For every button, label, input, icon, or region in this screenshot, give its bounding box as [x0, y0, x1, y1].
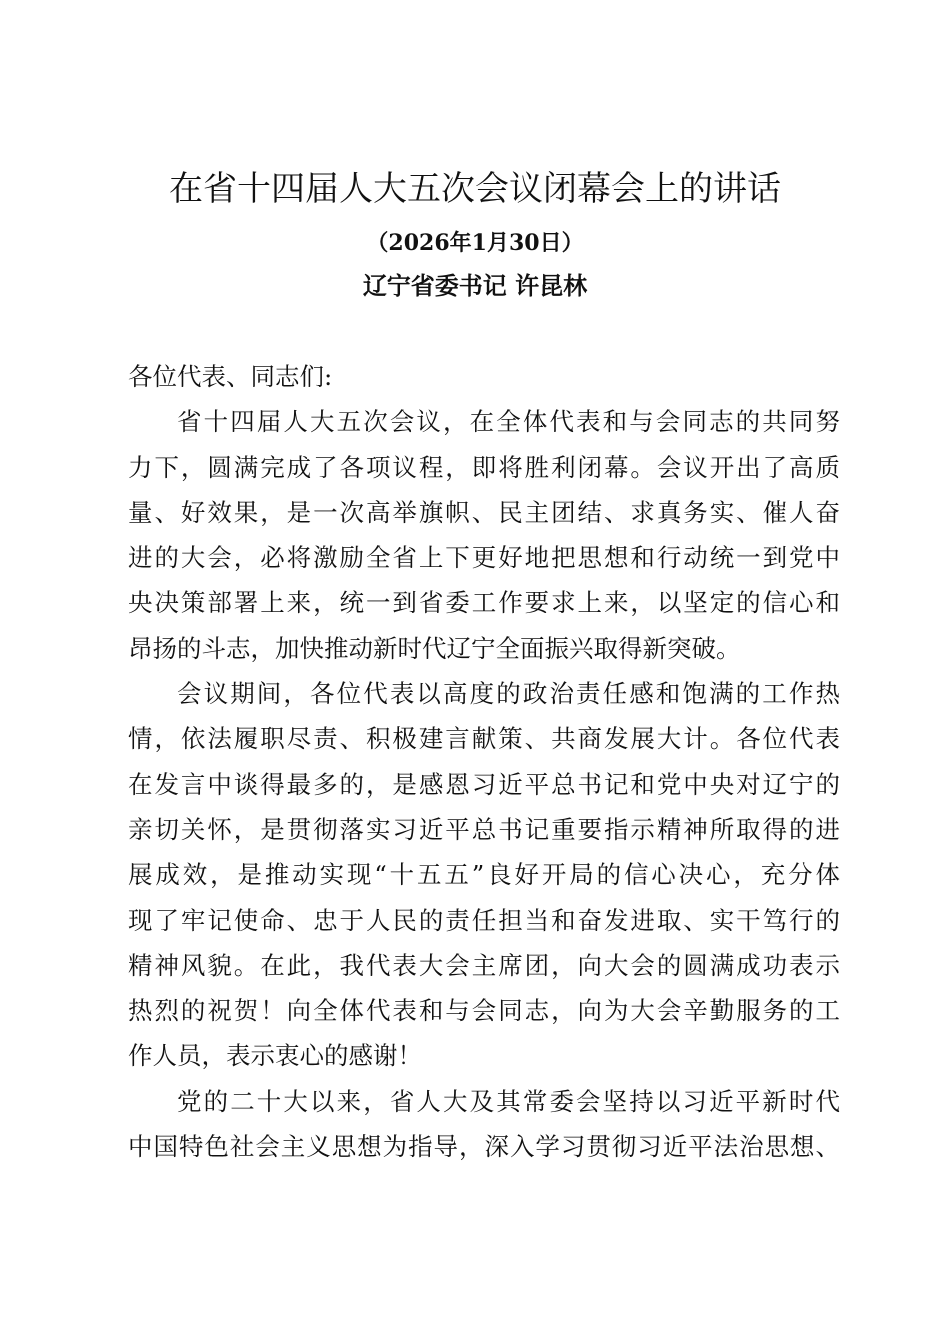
paragraph-line: 央决策部署上来，统一到省委工作要求上来，以坚定的信心和 — [128, 588, 840, 618]
paragraph-line: 力下，圆满完成了各项议程，即将胜利闭幕。会议开出了高质 — [128, 452, 840, 482]
paragraph-line: 会议期间，各位代表以高度的政治责任感和饱满的工作热 — [177, 679, 840, 709]
paragraph-line: 在发言中谈得最多的，是感恩习近平总书记和党中央对辽宁的 — [128, 769, 840, 799]
paragraph-2 — [128, 671, 840, 1079]
paragraph-line: 精神风貌。在此，我代表大会主席团，向大会的圆满成功表示 — [128, 950, 840, 980]
paragraph-line: 作人员，表示衷心的感谢！ — [128, 1041, 422, 1071]
paragraph-line: 展成效，是推动实现“十五五”良好开局的信心决心，充分体 — [128, 860, 840, 890]
paragraph-3 — [128, 1079, 840, 1170]
paragraph-line: 进的大会，必将激励全省上下更好地把思想和行动统一到党中 — [128, 543, 840, 573]
paragraph-line: 现了牢记使命、忠于人民的责任担当和奋发进取、实干笃行的 — [128, 905, 840, 935]
salutation: 各位代表、同志们: — [128, 362, 333, 391]
paragraph-line: 亲切关怀，是贯彻落实习近平总书记重要指示精神所取得的进 — [128, 814, 840, 844]
paragraph-line: 党的二十大以来，省人大及其常委会坚持以习近平新时代 — [177, 1086, 840, 1116]
document-date: （2026年1月30日） — [366, 230, 584, 256]
paragraph-line: 情，依法履职尽责、积极建言献策、共商发展大计。各位代表 — [128, 724, 840, 754]
paragraph-line: 中国特色社会主义思想为指导，深入学习贯彻习近平法治思想、 — [128, 1132, 840, 1162]
document-body — [128, 354, 840, 1169]
paragraph-line: 省十四届人大五次会议，在全体代表和与会同志的共同努 — [177, 407, 840, 437]
paragraph-line: 量、好效果，是一次高举旗帜、民主团结、求真务实、催人奋 — [128, 497, 840, 527]
paragraph-1 — [128, 399, 840, 671]
paragraph-line: 热烈的祝贺！向全体代表和与会同志，向为大会辛勤服务的工 — [128, 996, 840, 1026]
document-title: 在省十四届人大五次会议闭幕会上的讲话 — [169, 169, 781, 209]
paragraph-line: 昂扬的斗志，加快推动新时代辽宁全面振兴取得新突破。 — [128, 633, 741, 663]
document-author: 辽宁省委书记 许昆林 — [362, 271, 588, 300]
